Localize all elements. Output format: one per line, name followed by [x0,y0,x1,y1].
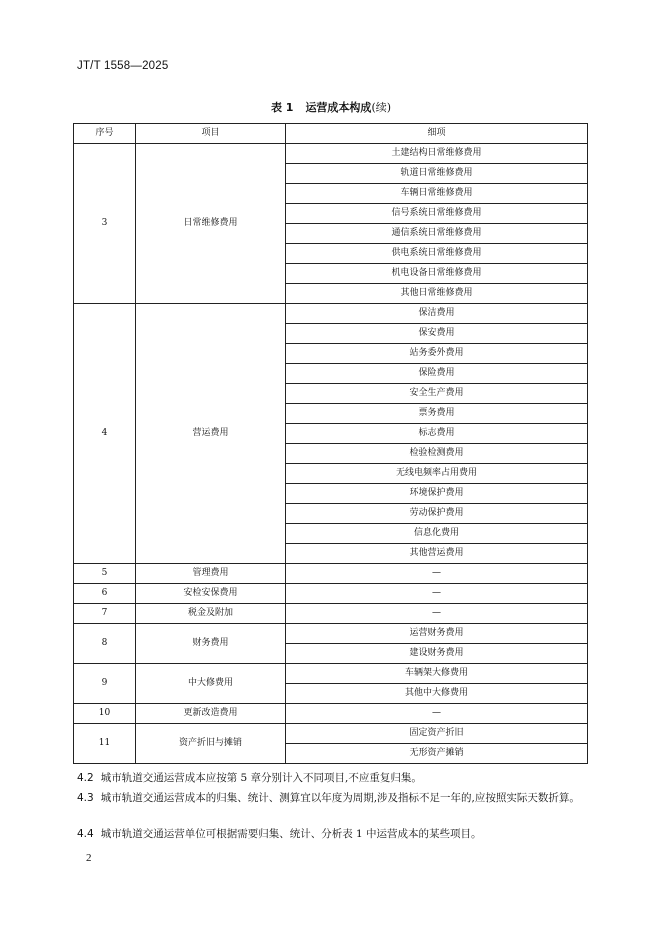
item-cell: 日常维修费用 [136,144,286,304]
header-item: 项目 [136,124,286,144]
table-body [74,144,588,764]
header-serial: 序号 [74,124,136,144]
table-row [74,604,588,624]
table-row [74,564,588,584]
detail-cell: 土建结构日常维修费用 [286,144,588,164]
detail-cell: 信息化费用 [286,524,588,544]
serial-cell: 6 [74,584,136,604]
table-row [74,144,588,164]
detail-cell: 车辆日常维修费用 [286,184,588,204]
detail-cell: 其他营运费用 [286,544,588,564]
detail-cell: 建设财务费用 [286,644,588,664]
table-title: 运营成本构成 [305,101,372,114]
table-row [74,584,588,604]
table-continued-mark: (续) [371,101,392,114]
table-row [74,304,588,324]
detail-cell: 固定资产折旧 [286,724,588,744]
detail-cell: 无线电频率占用费用 [286,464,588,484]
detail-cell: 其他中大修费用 [286,684,588,704]
serial-cell: 4 [74,304,136,564]
serial-cell: 11 [74,724,136,764]
clause-4-3 [77,790,587,806]
header-detail: 细项 [286,124,588,144]
detail-cell: 安全生产费用 [286,384,588,404]
table-row [74,624,588,644]
item-cell: 税金及附加 [136,604,286,624]
page-number: 2 [86,852,92,864]
detail-cell: 劳动保护费用 [286,504,588,524]
serial-cell: 7 [74,604,136,624]
detail-cell: 保安费用 [286,324,588,344]
serial-cell: 8 [74,624,136,664]
table-caption [0,99,662,115]
item-cell: 安检安保费用 [136,584,286,604]
detail-cell: 车辆架大修费用 [286,664,588,684]
item-cell: 更新改造费用 [136,704,286,724]
clause-number: 4.3 [77,792,94,804]
detail-cell: 信号系统日常维修费用 [286,204,588,224]
clause-text: 城市轨道交通运营成本应按第 5 章分别计入不同项目,不应重复归集。 [100,772,422,784]
table-row [74,704,588,724]
detail-cell: 轨道日常维修费用 [286,164,588,184]
clause-4-2 [77,770,587,786]
item-cell: 中大修费用 [136,664,286,704]
detail-cell: 标志费用 [286,424,588,444]
table-row [74,664,588,684]
serial-cell: 3 [74,144,136,304]
detail-cell: 站务委外费用 [286,344,588,364]
detail-cell: 环境保护费用 [286,484,588,504]
clause-text: 城市轨道交通运营成本的归集、统计、测算宜以年度为周期,涉及指标不足一年的,应按照实际天数折算。 [100,792,580,804]
item-cell: 资产折旧与摊销 [136,724,286,764]
detail-cell: 无形资产摊销 [286,744,588,764]
detail-cell: — [286,584,588,604]
detail-cell: 检验检测费用 [286,444,588,464]
detail-cell: — [286,604,588,624]
serial-cell: 5 [74,564,136,584]
clause-number: 4.4 [77,828,94,840]
detail-cell: 其他日常维修费用 [286,284,588,304]
document-code: JT/T 1558—2025 [77,60,169,72]
detail-cell: — [286,564,588,584]
table-row [74,724,588,744]
clause-number: 4.2 [77,772,94,784]
detail-cell: 保险费用 [286,364,588,384]
detail-cell: 保洁费用 [286,304,588,324]
item-cell: 营运费用 [136,304,286,564]
clause-4-4 [77,826,587,842]
detail-cell: 供电系统日常维修费用 [286,244,588,264]
serial-cell: 9 [74,664,136,704]
detail-cell: — [286,704,588,724]
detail-cell: 机电设备日常维修费用 [286,264,588,284]
serial-cell: 10 [74,704,136,724]
clause-text: 城市轨道交通运营单位可根据需要归集、统计、分析表 1 中运营成本的某些项目。 [100,828,482,840]
item-cell: 管理费用 [136,564,286,584]
operating-cost-table [73,123,588,764]
table-header-row [74,124,588,144]
item-cell: 财务费用 [136,624,286,664]
detail-cell: 运营财务费用 [286,624,588,644]
detail-cell: 票务费用 [286,404,588,424]
table-number: 表 1 [270,101,294,114]
detail-cell: 通信系统日常维修费用 [286,224,588,244]
